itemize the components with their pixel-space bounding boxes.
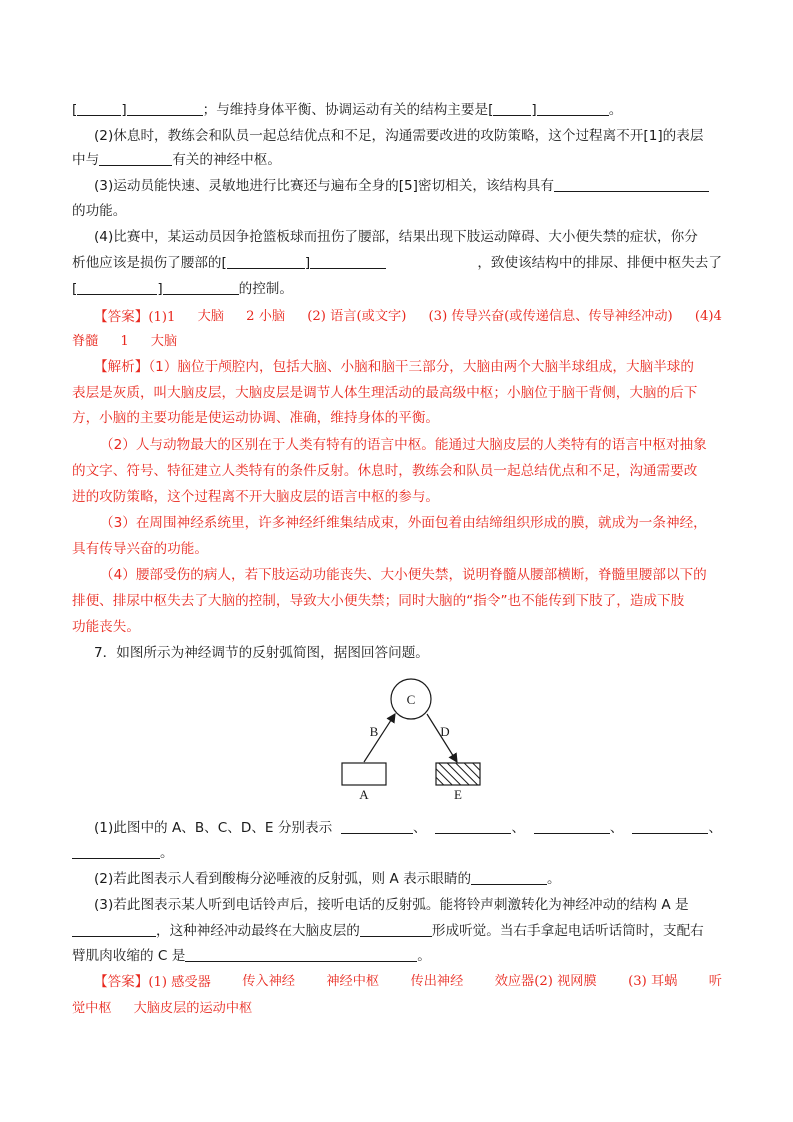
analysis6-line-1 [94, 354, 722, 380]
bracket-close: ] [121, 102, 127, 118]
question-text: 的控制。 [238, 281, 293, 297]
q7-part2: (2)若此图表示人看到酸梅分泌唾液的反射弧，则 A 表示眼睛的 。 [94, 866, 722, 892]
answer-blank[interactable] [310, 252, 386, 269]
label-a: A [359, 787, 369, 802]
analysis6-line-8: 具有传导兴奋的功能。 [72, 541, 208, 557]
q7-part3-line-3: 臂肌肉收缩的 C 是 。 [72, 943, 722, 969]
answer-item: (1) 感受器 [148, 975, 211, 990]
answer-item: (1)1 [148, 310, 176, 325]
analysis6-line-9: （4）腰部受伤的病人，若下肢运动功能丧失、大小便失禁，说明脊髓从腰部横断，脊髓里腰部以下的 [100, 567, 707, 583]
answer-blank[interactable] [77, 278, 157, 295]
label-b: B [369, 724, 379, 739]
answer-item: 1 [120, 334, 129, 349]
punctuation: 。 [608, 102, 623, 118]
question-text: ；与维持身体平衡、协调运动有关的结构主要是[ [202, 102, 494, 118]
q6-part3-line-2: 的功能。 [72, 203, 127, 219]
answer-item: (4)4 [694, 309, 722, 324]
answer-item: (3) 耳蜗 [628, 974, 678, 989]
question-text: 析他应该是损伤了腰部的[ ] [72, 250, 386, 276]
answer-item: 大脑 [197, 309, 224, 324]
analysis6-line-3: 方，小脑的主要功能是使运动协调、准确，维持身体的平衡。 [72, 410, 440, 426]
answer-blank[interactable] [99, 149, 172, 166]
label-d: D [440, 724, 450, 739]
question-text: (2)若此图表示人看到酸梅分泌唾液的反射弧，则 A 表示眼睛的 [94, 871, 472, 887]
answer-item: (3) 传导兴奋(或传递信息、传导神经冲动) [428, 309, 673, 324]
answer-item: (2) 语言(或文字) [307, 309, 407, 324]
answer-item: 传出神经 [410, 974, 464, 989]
question-text: 臂肌肉收缩的 C 是 [72, 948, 186, 964]
answer-tag: 【答案】 [94, 974, 149, 990]
afferent-nerve-line [364, 714, 395, 762]
answer-item: 听 [708, 974, 722, 989]
reflex-arc-diagram [330, 672, 490, 804]
answer-item: 大脑 [150, 334, 178, 349]
answer-item: 效应器(2) 视网膜 [494, 974, 597, 989]
q7-part3-line-1: (3)若此图表示某人听到电话铃声后，接听电话的反射弧。能将铃声刺激转化为神经冲动的结构 A 是 [94, 897, 689, 913]
q6-part3-line-1 [94, 173, 722, 199]
answer-item: 觉中枢 [72, 1001, 112, 1016]
analysis6-line-2: 表层是灰质，叫大脑皮层，大脑皮层是调节人体生理活动的最高级中枢；小脑位于脑干背侧，大脑的后下 [72, 385, 698, 401]
answer7-line-1 [94, 969, 722, 995]
q6-part4-line-1: (4)比赛中，某运动员因争抢篮板球而扭伤了腰部，结果出现下肢运动障碍、大小便失禁的症状，你分 [94, 229, 698, 245]
answer-blank[interactable] [185, 945, 417, 962]
answer-item: 大脑皮层的运动中枢 [133, 1001, 253, 1016]
answer-blank[interactable] [554, 175, 709, 192]
analysis6-line-7: （3）在周围神经系统里，许多神经纤维集结成束，外面包着由结缔组织形成的膜，就成为一条神经， [100, 515, 707, 531]
analysis6-line-6: 进的攻防策略，这个过程离不开大脑皮层的语言中枢的参与。 [72, 489, 440, 505]
answer-blank[interactable] [127, 99, 203, 116]
question-text: 中与 [72, 152, 100, 168]
q6-line-1 [72, 97, 722, 123]
bracket-close: ] [531, 102, 537, 118]
analysis6-line-10: 排便、排尿中枢失去了大脑的控制，导致大小便失禁；同时大脑的“指令”也不能传到下肢了，造成下肢 [72, 593, 685, 609]
answer-blank[interactable] [360, 920, 432, 937]
question-text: 有关的神经中枢。 [172, 152, 281, 168]
answer-blank[interactable] [632, 817, 708, 834]
answer-item: 脊髓 [72, 334, 99, 349]
answer6-line-1 [94, 304, 722, 330]
label-c: C [406, 692, 416, 707]
analysis6-line-11: 功能丧失。 [72, 619, 140, 635]
q7-part1-line-1: (1)此图中的 A、B、C、D、E 分别表示 、 、 、 、 [94, 815, 722, 841]
answer-blank[interactable] [72, 920, 156, 937]
answer-blank[interactable] [471, 868, 547, 885]
answer-blank[interactable] [493, 99, 531, 116]
q6-part4-line-2 [72, 250, 722, 276]
answer-blank[interactable] [537, 99, 609, 116]
question-text: (3)运动员能快速、灵敏地进行比赛还与遍布全身的[5]密切相关，该结构具有 [94, 178, 554, 194]
analysis-text: （1）脑位于颅腔内，包括大脑、小脑和脑干三部分，大脑由两个大脑半球组成，大脑半球的 [148, 359, 694, 375]
q6-part4-line-3 [72, 276, 722, 302]
bracket-close: ] [157, 281, 163, 297]
q7-stem: 7．如图所示为神经调节的反射弧简图，据图回答问题。 [94, 645, 429, 661]
answer-item: 神经中枢 [326, 974, 380, 989]
question-text: ，致使该结构中的排尿、排便中枢失去了 [477, 255, 722, 271]
answer-blank[interactable] [341, 817, 413, 834]
answer-item: 2 小脑 [246, 309, 286, 324]
question-text: (1)此图中的 A、B、C、D、E 分别表示 [94, 820, 333, 836]
q6-part2-line-2 [72, 147, 722, 173]
analysis6-line-4: （2）人与动物最大的区别在于人类有特有的语言中枢。能通过大脑皮层的人类特有的语言中枢对抽象 [100, 437, 707, 453]
q7-part1-line-2: 。 [72, 840, 722, 866]
q7-part3-line-2 [72, 918, 722, 944]
answer-blank[interactable] [72, 842, 160, 859]
bracket-open: [ [72, 281, 78, 297]
receptor-box [342, 763, 386, 785]
answer-blank[interactable] [227, 252, 305, 269]
answer6-line-2 [72, 328, 722, 354]
question-text: ，这种神经冲动最终在大脑皮层的 [156, 923, 360, 939]
answer-blank[interactable] [77, 99, 121, 116]
answer-blank[interactable] [163, 278, 239, 295]
answer-blank[interactable] [435, 817, 511, 834]
question-text: 形成听觉。当右手拿起电话听话筒时，支配右 [431, 923, 704, 939]
answer-blank[interactable] [534, 817, 610, 834]
effector-box [436, 763, 480, 785]
answer7-line-2 [72, 995, 722, 1021]
answer-item: 传入神经 [242, 974, 295, 989]
bracket-open: [ [72, 102, 78, 118]
analysis6-line-5: 的文字、符号、特征建立人类特有的条件反射。休息时，教练会和队员一起总结优点和不足，沟通需要改 [72, 463, 698, 479]
q6-part2-line-1: (2)休息时，教练会和队员一起总结优点和不足，沟通需要改进的攻防策略，这个过程离不开[1]的表层 [94, 128, 704, 144]
label-e: E [454, 787, 462, 802]
analysis-tag: 【解析】 [94, 359, 149, 375]
answer-tag: 【答案】 [94, 309, 149, 325]
